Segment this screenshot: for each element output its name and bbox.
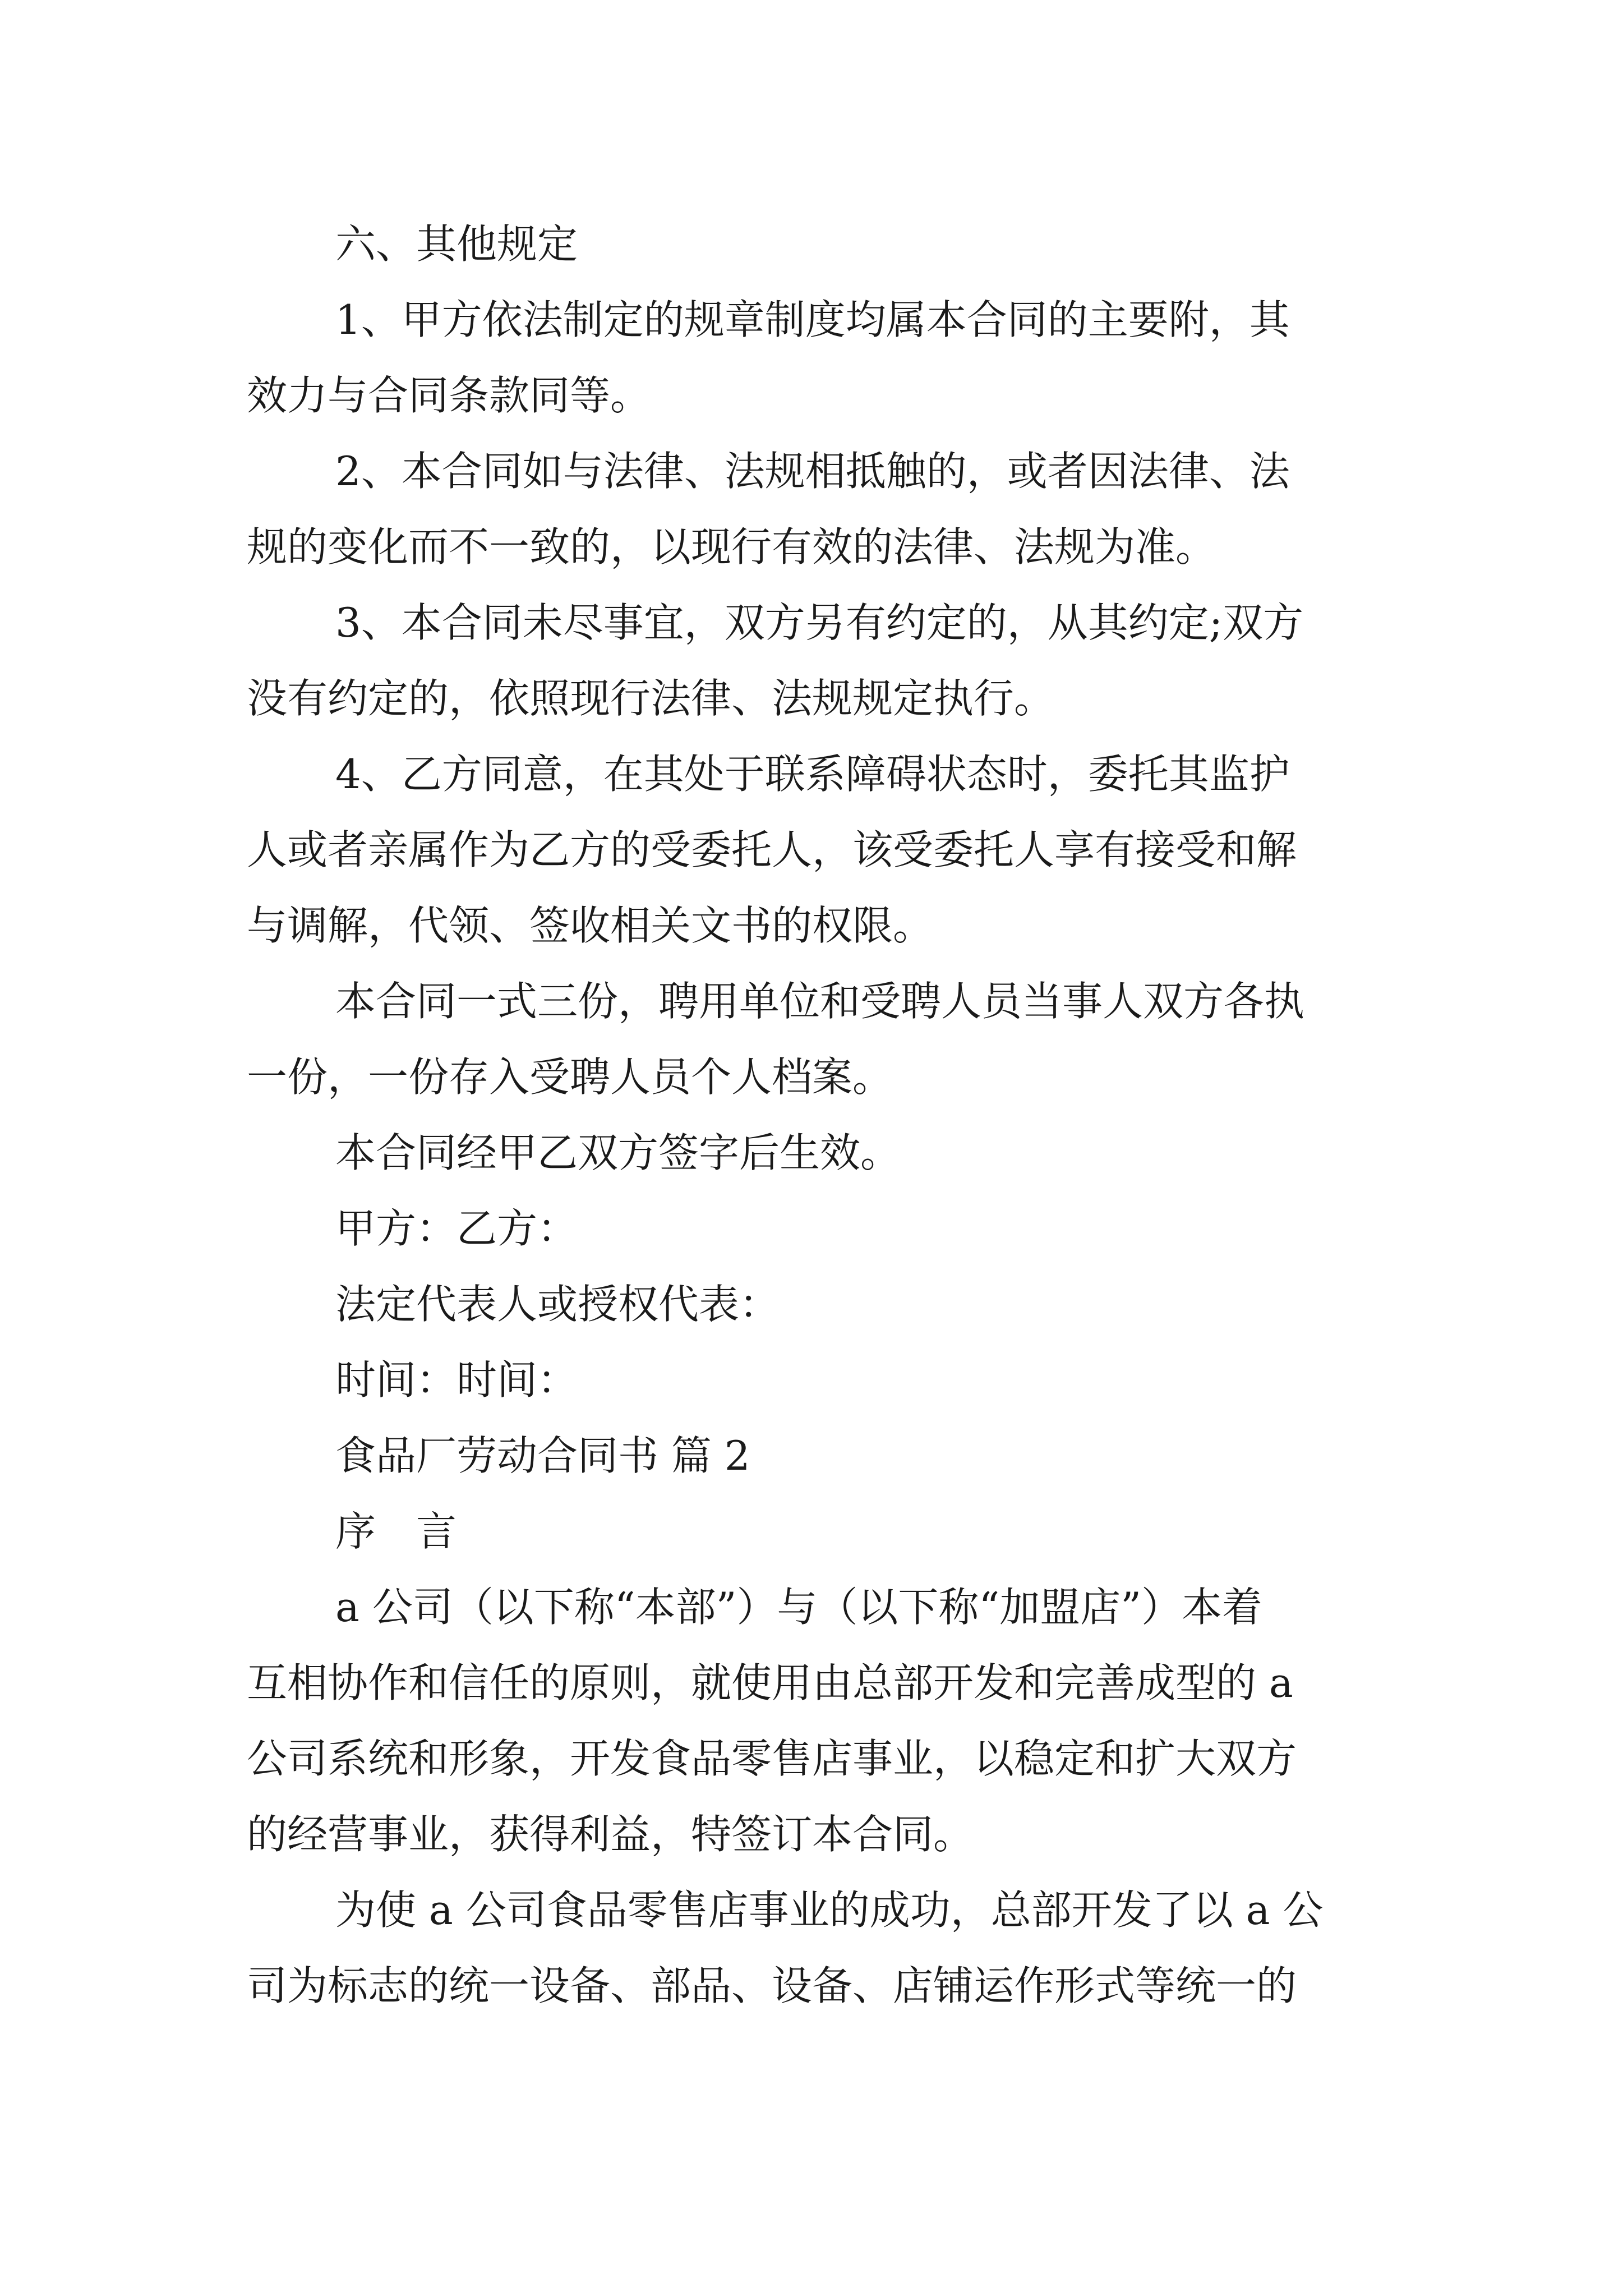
text-line: 公司系统和形象，开发食品零售店事业，以稳定和扩大双方 [247, 1735, 1297, 1782]
text-line: 1、甲方依法制定的规章制度均属本合同的主要附，其 [335, 296, 1290, 343]
section-heading: 六、其他规定 [335, 220, 578, 268]
text-line: 效力与合同条款同等。 [247, 372, 651, 419]
text-line: 一份，一份存入受聘人员个人档案。 [247, 1053, 893, 1101]
text-line: 的经营事业，获得利益，特签订本合同。 [247, 1811, 974, 1858]
text-line: 人或者亲属作为乙方的受委托人，该受委托人享有接受和解 [247, 826, 1297, 873]
text-line: 本合同经甲乙双方签字后生效。 [335, 1129, 901, 1176]
text-line: 本合同一式三份，聘用单位和受聘人员当事人双方各执 [335, 978, 1305, 1025]
signature-representative: 法定代表人或授权代表： [335, 1281, 780, 1328]
text-line: a 公司（以下称“本部”）与（以下称“加盟店”）本着 [335, 1584, 1263, 1631]
signature-parties: 甲方：乙方： [335, 1205, 578, 1252]
signature-dates: 时间：时间： [335, 1356, 578, 1404]
text-line: 没有约定的，依照现行法律、法规规定执行。 [247, 675, 1055, 722]
text-line: 司为标志的统一设备、部品、设备、店铺运作形式等统一的 [247, 1962, 1297, 2009]
text-line: 规的变化而不一致的，以现行有效的法律、法规为准。 [247, 523, 1216, 570]
document-title: 食品厂劳动合同书 篇 2 [335, 1432, 750, 1479]
text-line: 互相协作和信任的原则，就使用由总部开发和完善成型的 a [247, 1659, 1293, 1706]
preface-heading: 序 言 [335, 1508, 457, 1555]
text-line: 2、本合同如与法律、法规相抵触的，或者因法律、法 [335, 448, 1290, 495]
text-line: 4、乙方同意，在其处于联系障碍状态时，委托其监护 [335, 751, 1290, 798]
text-line: 与调解，代领、签收相关文书的权限。 [247, 902, 934, 949]
text-line: 为使 a 公司食品零售店事业的成功，总部开发了以 a 公 [335, 1887, 1324, 1934]
text-line: 3、本合同未尽事宜，双方另有约定的，从其约定;双方 [335, 599, 1304, 646]
